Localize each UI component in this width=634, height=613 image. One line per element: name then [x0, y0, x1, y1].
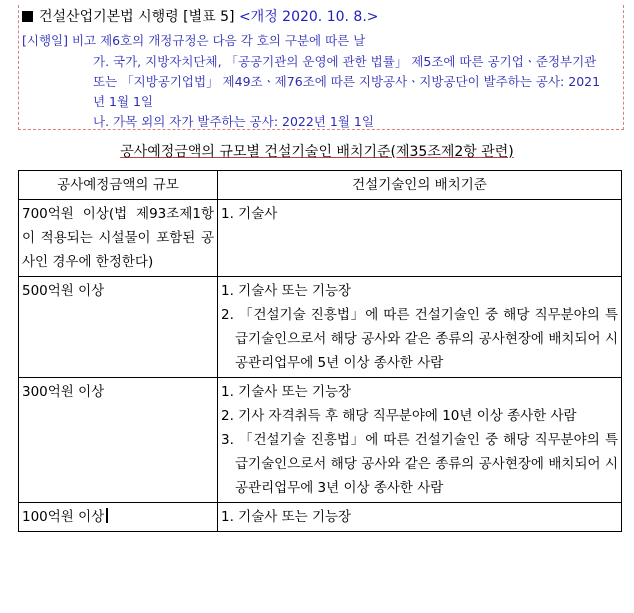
criteria-item: 2. 「건설기술 진흥법」에 따른 건설기술인 중 해당 직무분야의 특급기술인으로서 해당 공사와 같은 종류의 공사현장에 배치되어 시공관리업무에 5년 이상 종사한 사람: [221, 307, 618, 371]
header-scale: 공사예정금액의 규모: [19, 171, 218, 200]
table-row: [19, 503, 622, 532]
scale-cell: 500억원 이상: [19, 277, 218, 378]
revision-link[interactable]: <개정 2020. 10. 8.>: [238, 9, 379, 25]
table-header-row: [19, 171, 622, 200]
criteria-cell: [218, 200, 622, 277]
note-line-1: [시행일] 비고 제6호의 개정규정은 다음 각 호의 구분에 따른 날: [22, 33, 366, 48]
criteria-cell: [218, 378, 622, 503]
note-line-2: 가. 국가, 지방자치단체, 「공공기관의 운영에 관한 법률」 제5조에 따른 공기업ㆍ준정부기관: [93, 54, 597, 69]
note-line-5: 나. 가목 외의 자가 발주하는 공사: 2022년 1월 1일: [93, 114, 374, 129]
title-text: 건설산업기본법 시행령 [별표 5]: [39, 9, 235, 25]
criteria-cell: [218, 503, 622, 532]
scale-cell: 700억원 이상(법 제93조제1항이 적용되는 시설물이 포함된 공사인 경우에 한정한다): [19, 200, 218, 277]
criteria-item: 3. 「건설기술 진흥법」에 따른 건설기술인 중 해당 직무분야의 특급기술인으로서 해당 공사와 같은 종류의 공사현장에 배치되어 시공관리업무에 3년 이상 종사한 사람: [221, 432, 618, 496]
criteria-cell: [218, 277, 622, 378]
note-line-3: 또는 「지방공기업법」 제49조ㆍ제76조에 따른 지방공사ㆍ지방공단이 발주하는 공사: 2021: [93, 74, 601, 89]
staffing-table: [18, 170, 622, 532]
table-row: [19, 277, 622, 378]
document-title: [22, 6, 379, 26]
criteria-item: 2. 기사 자격취득 후 해당 직무분야에 10년 이상 종사한 사람: [221, 408, 577, 424]
header-criteria: 건설기술인의 배치기준: [218, 171, 622, 200]
scale-cell[interactable]: 100억원 이상: [19, 503, 218, 532]
table-row: [19, 378, 622, 503]
scale-cell: 300억원 이상: [19, 378, 218, 503]
black-square-icon: [22, 11, 33, 22]
criteria-item: 1. 기술사 또는 기능장: [221, 283, 352, 299]
text-cursor: [106, 508, 108, 523]
criteria-item: 1. 기술사: [221, 206, 278, 222]
table-row: [19, 200, 622, 277]
note-line-4: 년 1월 1일: [93, 94, 154, 109]
criteria-item: 1. 기술사 또는 기능장: [221, 509, 352, 525]
table-title: 공사예정금액의 규모별 건설기술인 배치기준(제35조제2항 관련): [120, 144, 514, 160]
criteria-item: 1. 기술사 또는 기능장: [221, 384, 352, 400]
